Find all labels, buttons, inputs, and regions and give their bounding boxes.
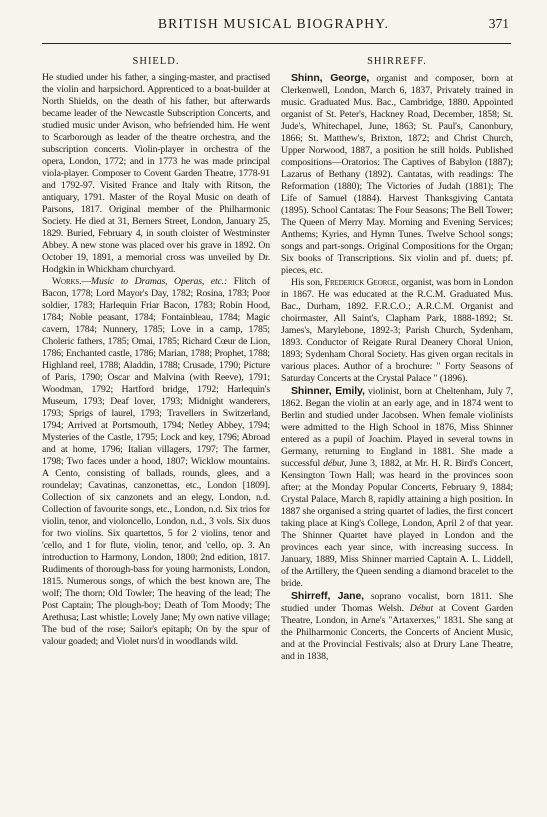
running-title: BRITISH MUSICAL BIOGRAPHY. xyxy=(157,16,390,31)
entry-text: at Covent Garden Theatre, London, in Arne's "Artaxerxes," 1831. She sang at the Philharmonic Concerts, the Concerts of Ancient Music, and at the Provincial Festivals; also at Drury Lane Theatre, and in 1838, xyxy=(281,603,513,662)
debut-word: début, xyxy=(323,458,347,469)
shield-works-paragraph: Works.—Music to Dramas, Operas, etc.: Flitch of Bacon, 1778; Lord Mayor's Day, 1782; Rosina, 1783; Poor soldier, 1783; Harlequin Friar Bacon, 1783; Robin Hood, 1784; Noble peasant, 1784; Fontainbleau, 1784; Magic cavern, 1784; Nunnery, 1785; Love in a camp, 1785; Choleric fathers, 1785; Omai, 1785; Richard Cœur de Lion, 1786; Enchanted castle, 1786; Marian, 1788; Prophet, 1788; Highland reel, 1788; Aladdin, 1788; Crusade, 1790; Picture of Paris, 1790; Oscar and Malvina (with Reeve), 1791; Woodman, 1792; Hartford bridge, 1792; Harlequin's Museum, 1793; Deaf lover, 1793; Midnight wanderers, 1793; Sprigs of laurel, 1793; Travellers in Switzerland, 1794; Arrived at Portsmouth, 1794; Netley Abbey, 1794; Mysteries of the Castle, 1795; Lock and key, 1796; Abroad and at home, 1796; Italian villagers, 1797; The farmer, 1798; Two faces under a hood, 1807; Wicklow mountains. A Cento, consisting of ballads, rounds, glees, and a roundelay; Cavatinas, canzonettas, etc., London [1809]. Collection of six canzonets and an elegy, London, n.d. Collection of favourite songs, etc., London, n.d. Six trios for violin, tenor, and violoncello, London, n.d., 3 vols. Six duos for two violins. Six quartettos, 5 for 2 violins, tenor and 'cello, and 1 for flute, violin, tenor, and 'cello, op. 3. An introduction to Harmony, London, 1800; 2nd edition, 1817. Rudiments of thorough-bass for young harmonists, London, 1815. Numerous songs, of which the best known are, The wolf; The thorn; Old Towler; The heaving of the lead; The Post Captain; The plough-boy; Death of Tom Moody; The Arethusa; Last whistle; Lovely Jane; My own native village; The bud of the rose; Sailor's epitaph; On by the spur of valour goaded; and Violet nurs'd in woodlands wild. xyxy=(42,276,270,647)
works-category: Music to Dramas, Operas, etc.: xyxy=(91,276,228,287)
page-number: 371 xyxy=(488,16,509,31)
entry-text: violinist, born at Cheltenham, July 7, 1862. Began the violin at an early age, and in 1874 went to Berlin and studied under Jacobsen. When female violinists were admitted to the High School in 1876, Miss Shinner entered as a pupil of Joachim. Played in several towns in Germany, returning to England in 1881. She made a successful xyxy=(281,386,514,469)
entry-shinner-emily xyxy=(281,385,513,590)
right-column-text xyxy=(281,72,513,663)
headword-shinner-emily: Shinner, Emily, xyxy=(291,385,365,397)
works-list: Flitch of Bacon, 1778; Lord Mayor's Day, 1782; Rosina, 1783; Poor soldier, 1783; Harlequin Friar Bacon, 1783; Robin Hood, 1784; Noble peasant, 1784; Fontainbleau, 1784; Magic cavern, 1784; Nunnery, 1785; Love in a camp, 1785; Choleric fathers, 1785; Omai, 1785; Richard Cœur de Lion, 1786; Enchanted castle, 1786; Marian, 1788; Prophet, 1788; Highland reel, 1788; Aladdin, 1788; Crusade, 1790; Picture of Paris, 1790; Oscar and Malvina (with Reeve), 1791; Woodman, 1792; Hartford bridge, 1792; Harlequin's Museum, 1793; Deaf lover, 1793; Midnight wanderers, 1793; Sprigs of laurel, 1793; Travellers in Switzerland, 1794; Arrived at Portsmouth, 1794; Netley Abbey, 1794; Mysteries of the Castle, 1795; Lock and key, 1796; Abroad and at home, 1796; Italian villagers, 1797; The farmer, 1798; Two faces under a hood, 1807; Wicklow mountains. A Cento, consisting of ballads, rounds, glees, and a roundelay; Cavatinas, canzonettas, etc., London [1809]. Collection of six canzonets and an elegy, London, n.d. Collection of favourite songs, etc., London, n.d. Six trios for violin, tenor, and violoncello, London, n.d., 3 vols. Six duos for two violins. Six quartettos, 5 for 2 violins, tenor and 'cello, and 1 for flute, violin, tenor, and 'cello, op. 3. An introduction to Harmony, London, 1800; 2nd edition, 1817. Rudiments of thorough-bass for young harmonists, London, 1815. Numerous songs, of which the best known are, The wolf; The thorn; Old Towler; The heaving of the lead; The Post Captain; The plough-boy; Death of Tom Moody; The Arethusa; Last whistle; Lovely Jane; My own native village; The bud of the rose; Sailor's epitaph; On by the spur of valour goaded; and Violet nurs'd in woodlands wild. xyxy=(42,276,270,647)
entry-prefix: His son, xyxy=(291,277,325,288)
shield-biography-paragraph: He studied under his father, a singing-master, and practised the violin and harpsichord. Apprenticed to a boat-builder at North Shields, on the death of his father, but afterwards became leader of the Newcastle Subscription Concerts, and studied music under Avison, who befriended him. He went to Scarborough as leader of the theatre orchestra, and the subscription concerts. Violin-player in orchestra of the opera, London, 1772; and in 1773 he was made principal viola-player. Composer to Covent Garden Theatre, 1778-91 and 1792-97. Visited France and Italy with Ritson, the antiquary, 1791. Master of the Royal Music on death of Parsons, 1817. Original member of the Philharmonic Society. He died at 31, Berners Street, London, January 25, 1829. Buried, February 4, in south cloister of Westminster Abbey. A new stone was placed over his grave in 1892. On October 19, 1891, a memorial cross was unveiled by Dr. Hodgkin in Whickham churchyard. xyxy=(42,72,270,275)
entry-text: organist, was born in London in 1867. He was educated at the R.C.M. Graduated Mus. Bac., Durham, 1892. F.R.C.O.; A.R.C.M. Organist and choirmaster, All Saint's, Clapham Park, 1888-1892; St. James's, Marylebone, 1892-3; Parish Church, Sydenham, 1893. Conductor of Reigate Rural Deanery Choral Union, 1893; Sydenham Choral Society. Has given organ recitals in various places. Author of a brochure: " Forty Seasons of Saturday Concerts at the Crystal Palace " (1896). xyxy=(281,277,513,384)
right-column xyxy=(281,56,513,663)
headword-shirreff-jane: Shirreff, Jane, xyxy=(291,590,365,602)
entry-text: organist and composer, born at Clerkenwell, London, March 6, 1837, Privately trained in music. Graduated Mus. Bac., Cambridge, 1880. Appointed organist of St. Peter's, Hackney Road, December, 1858; St. Jude's, Whitechapel, June, 1863; St. Paul's, Canonbury, 1866; St. Matthew's, Brixton, 1872; and Christ Church, Upper Norwood, 1887, a position he still holds. Published compositions—Oratorios: The Captives of Babylon (1887); Lazarus of Bethany (1892). Cantatas, with readings: The Reformation (1880); The Victories of Judah (1881); The Life of Samuel (1884). Harvest Thanksgiving Cantata (1895). School Cantatas: The Four Seasons; The Bell Tower; The Queen of Merry May. Morning and Evening Services; Anthems; Kyries, and Hymn Tunes. Twelve School songs; songs and part-songs. Original Compositions for the Organ; Six books of Transcriptions. Six violin and pf. duets; pf. pieces, etc. xyxy=(281,73,513,276)
page-header xyxy=(0,16,547,40)
entry-shinn-george xyxy=(281,72,513,277)
entry-shinn-frederick xyxy=(281,277,513,385)
name-frederick-george: Frederick George, xyxy=(324,277,399,288)
left-column xyxy=(42,56,270,648)
debut-word: Début xyxy=(409,603,434,614)
headword-shinn-george: Shinn, George, xyxy=(291,72,370,84)
header-rule xyxy=(42,43,511,44)
left-column-text xyxy=(42,72,270,648)
works-label: Works. xyxy=(52,276,82,287)
entry-text: June 3, 1882, at Mr. H. R. Bird's Concert, Kensington Town Hall; was heard in the provinces soon after; at the Monday Popular Concerts, February 9, 1884; Crystal Palace, March 8, rapidly attaining a high position. In 1887 she organised a string quartet of ladies, the first concert taking place at King's College, London, April 2 of that year. The Shinner Quartet have played in London and the provinces each year since, with increasing success. In January, 1889, Miss Shinner married Captain A. L. Liddell, of the Artillery, the Queen sending a diamond bracelet to the bride. xyxy=(281,458,514,589)
entry-text: soprano vocalist, born 1811. She studied under Thomas Welsh. xyxy=(281,591,514,614)
right-column-heading: SHIRREFF. xyxy=(367,56,427,67)
entry-shirreff-jane xyxy=(281,590,513,663)
left-column-heading: SHIELD. xyxy=(132,56,180,67)
